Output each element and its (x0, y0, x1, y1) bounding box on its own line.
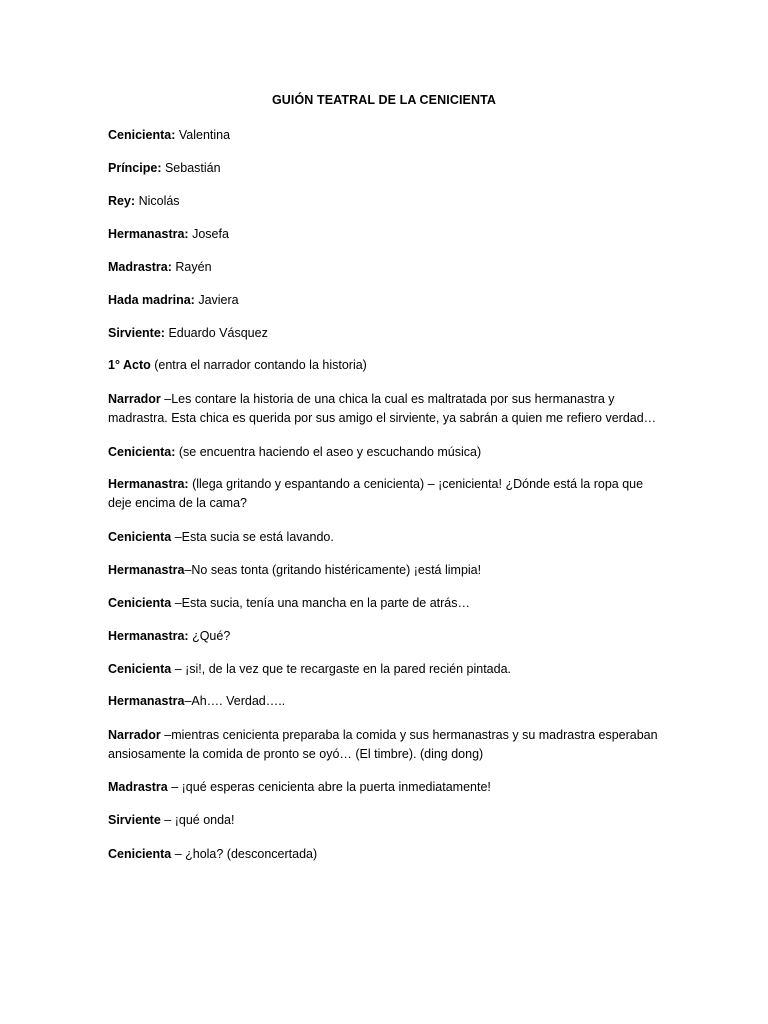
script-line-narrador (108, 726, 668, 764)
dialogue: –Esta sucia, tenía una mancha en la parte de atrás… (171, 596, 471, 610)
script-line-sirviente (108, 811, 668, 830)
dialogue: – ¿hola? (desconcertada) (171, 847, 318, 861)
cast-role: Hermanastra: (108, 227, 189, 241)
dialogue: –Les contare la historia de una chica la cual es maltratada por sus hermanastra y madrastra. Esta chica es querida por sus amigo el sirviente, ya sabrán a quien me refiero verdad… (108, 392, 657, 425)
dialogue: – ¡si!, de la vez que te recargaste en la pared recién pintada. (171, 662, 512, 676)
speaker: Hermanastra (108, 563, 185, 577)
cast-line-rey (108, 192, 668, 211)
script-line-hermanastra (108, 627, 668, 646)
script-line-narrador (108, 390, 668, 428)
dialogue: – ¡qué esperas cenicienta abre la puerta inmediatamente! (167, 780, 491, 794)
speaker: Hermanastra: (108, 477, 189, 491)
speaker: Narrador (108, 728, 161, 742)
speaker: Hermanastra: (108, 629, 189, 643)
cast-actor: Javiera (194, 293, 239, 307)
dialogue: –Esta sucia se está lavando. (171, 530, 334, 544)
act-label: 1° Acto (108, 358, 151, 372)
dialogue: –No seas tonta (gritando histéricamente) ¡está limpia! (184, 563, 482, 577)
cast-role: Madrastra: (108, 260, 172, 274)
dialogue: – ¡qué onda! (160, 813, 235, 827)
cast-actor: Nicolás (135, 194, 180, 208)
script-line-madrastra (108, 778, 668, 797)
cast-role: Cenicienta: (108, 128, 176, 142)
script-line-hermanastra (108, 692, 668, 711)
dialogue: ¿Qué? (188, 629, 231, 643)
speaker: Hermanastra (108, 694, 185, 708)
speaker: Sirviente (108, 813, 161, 827)
script-line-cenicienta (108, 660, 668, 679)
dialogue: (llega gritando y espantando a cenicienta) – ¡cenicienta! ¿Dónde está la ropa que deje encima de la cama? (108, 477, 644, 510)
cast-role: Hada madrina: (108, 293, 195, 307)
speaker: Cenicienta (108, 530, 172, 544)
act-heading (108, 356, 668, 375)
speaker: Cenicienta (108, 847, 172, 861)
script-line-hermanastra (108, 561, 668, 580)
speaker: Madrastra (108, 780, 168, 794)
cast-actor: Sebastián (161, 161, 221, 175)
script-line-cenicienta (108, 528, 668, 547)
cast-role: Príncipe: (108, 161, 162, 175)
cast-actor: Josefa (188, 227, 229, 241)
script-line-cenicienta (108, 443, 668, 462)
speaker: Cenicienta (108, 662, 172, 676)
script-line-cenicienta (108, 594, 668, 613)
act-text: (entra el narrador contando la historia) (150, 358, 367, 372)
script-line-hermanastra (108, 475, 668, 513)
dialogue: –Ah…. Verdad….. (184, 694, 286, 708)
cast-line-hermanastra (108, 225, 668, 244)
cast-line-sirviente (108, 324, 668, 343)
dialogue: (se encuentra haciendo el aseo y escuchando música) (175, 445, 482, 459)
dialogue: –mientras cenicienta preparaba la comida y sus hermanastras y su madrastra esperaban ansiosamente la comida de pronto se oyó… (El timbre). (ding dong) (108, 728, 658, 761)
speaker: Cenicienta (108, 596, 172, 610)
cast-actor: Eduardo Vásquez (164, 326, 268, 340)
cast-line-cenicienta (108, 126, 668, 145)
document-title: GUIÓN TEATRAL DE LA CENICIENTA (271, 93, 497, 107)
cast-role: Sirviente: (108, 326, 165, 340)
script-line-cenicienta (108, 845, 668, 864)
cast-line-madrastra (108, 258, 668, 277)
speaker: Cenicienta: (108, 445, 176, 459)
cast-actor: Rayén (171, 260, 212, 274)
cast-role: Rey: (108, 194, 136, 208)
cast-line-principe (108, 159, 668, 178)
speaker: Narrador (108, 392, 161, 406)
cast-line-hada-madrina (108, 291, 668, 310)
cast-actor: Valentina (175, 128, 231, 142)
